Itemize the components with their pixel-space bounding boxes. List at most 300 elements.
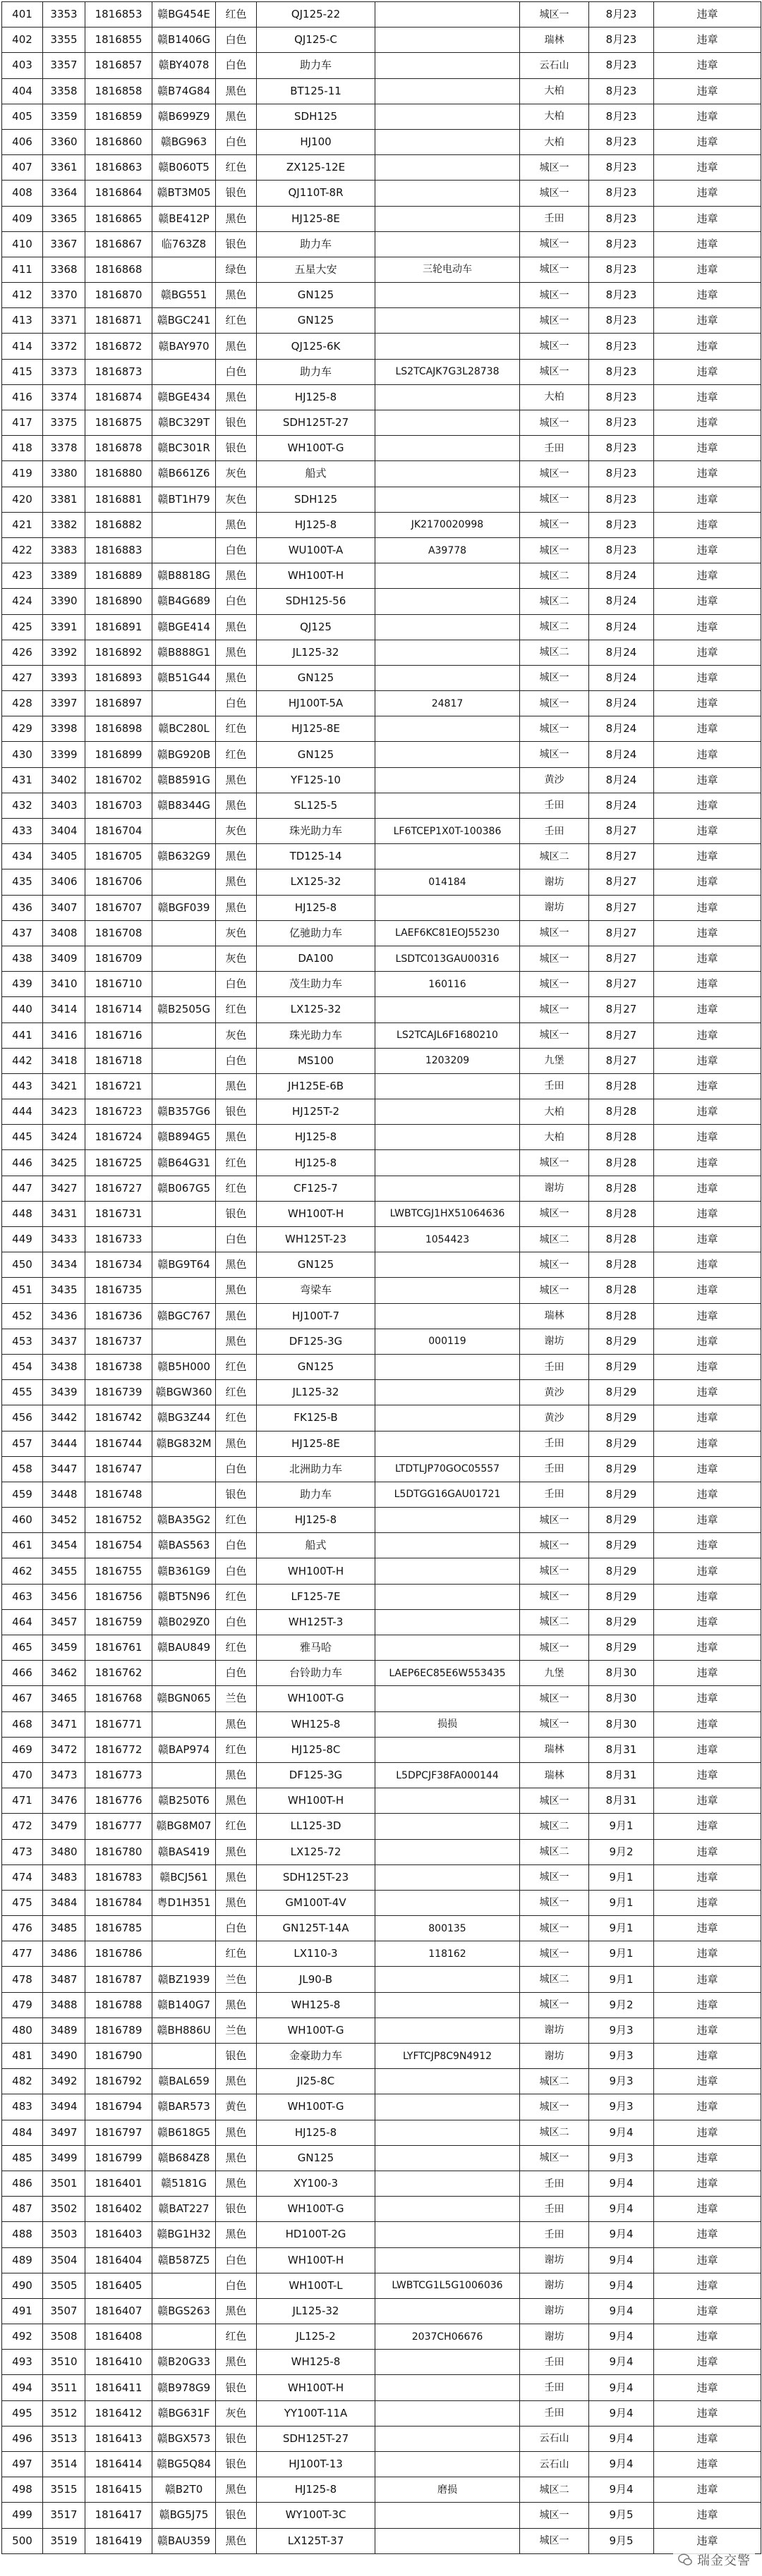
status-cell: 违章 — [654, 1252, 761, 1278]
frame-number-cell — [375, 2503, 520, 2528]
area-cell: 城区一 — [520, 716, 589, 742]
frame-number-cell — [375, 1609, 520, 1635]
vehicle-model-cell: HJ125-8E — [257, 206, 375, 231]
plate-number-cell — [152, 691, 216, 716]
status-cell: 违章 — [654, 1431, 761, 1456]
vehicle-color-cell: 白色 — [216, 1456, 257, 1482]
ticket-number-cell: 1816792 — [85, 2069, 152, 2094]
vehicle-model-cell: GN125 — [257, 1252, 375, 1278]
row-number-cell: 415 — [2, 359, 43, 384]
plate-number-cell: 赣B894G5 — [152, 1125, 216, 1150]
table-row — [2, 53, 761, 78]
record-number-cell: 3508 — [43, 2324, 85, 2350]
vehicle-color-cell: 黑色 — [216, 2477, 257, 2503]
area-cell: 城区二 — [520, 2069, 589, 2094]
date-cell: 8月23 — [589, 487, 654, 512]
record-number-cell: 3383 — [43, 537, 85, 563]
date-cell: 8月29 — [589, 1533, 654, 1558]
table-row — [2, 28, 761, 53]
row-number-cell: 438 — [2, 946, 43, 971]
row-number-cell: 421 — [2, 512, 43, 537]
table-row — [2, 2222, 761, 2247]
plate-number-cell: 赣BAT227 — [152, 2197, 216, 2222]
table-row — [2, 1099, 761, 1125]
row-number-cell: 412 — [2, 283, 43, 308]
vehicle-model-cell: LX125-72 — [257, 1839, 375, 1864]
vehicle-color-cell: 黑色 — [216, 844, 257, 869]
table-row — [2, 1635, 761, 1661]
row-number-cell: 418 — [2, 436, 43, 461]
row-number-cell: 445 — [2, 1125, 43, 1150]
vehicle-color-cell: 白色 — [216, 129, 257, 154]
plate-number-cell: 赣B64G31 — [152, 1150, 216, 1176]
status-cell: 违章 — [654, 1380, 761, 1405]
vehicle-model-cell: 金豪助力车 — [257, 2044, 375, 2069]
vehicle-color-cell: 红色 — [216, 1176, 257, 1201]
row-number-cell: 409 — [2, 206, 43, 231]
date-cell: 8月27 — [589, 920, 654, 946]
status-cell: 违章 — [654, 2094, 761, 2120]
table-row — [2, 2528, 761, 2553]
row-number-cell: 484 — [2, 2120, 43, 2145]
ticket-number-cell: 1816875 — [85, 410, 152, 436]
date-cell: 8月30 — [589, 1661, 654, 1686]
table-row — [2, 640, 761, 665]
record-number-cell: 3499 — [43, 2145, 85, 2171]
plate-number-cell: 赣BG920B — [152, 742, 216, 767]
status-cell: 违章 — [654, 2171, 761, 2196]
area-cell: 谢坊 — [520, 2298, 589, 2324]
plate-number-cell — [152, 2324, 216, 2350]
ticket-number-cell: 1816799 — [85, 2145, 152, 2171]
status-cell: 违章 — [654, 2145, 761, 2171]
vehicle-model-cell: SDH125-56 — [257, 589, 375, 614]
vehicle-model-cell: WH100T-G — [257, 436, 375, 461]
date-cell: 9月4 — [589, 2350, 654, 2375]
vehicle-model-cell: JH125E-6B — [257, 1073, 375, 1099]
plate-number-cell: 赣BG454E — [152, 2, 216, 28]
date-cell: 8月27 — [589, 895, 654, 920]
record-number-cell: 3519 — [43, 2528, 85, 2553]
plate-number-cell: 赣BAY970 — [152, 334, 216, 359]
area-cell: 大柏 — [520, 1099, 589, 1125]
vehicle-color-cell: 红色 — [216, 1737, 257, 1762]
date-cell: 8月23 — [589, 257, 654, 282]
vehicle-model-cell: QJ110T-8R — [257, 181, 375, 206]
ticket-number-cell: 1816401 — [85, 2171, 152, 2196]
ticket-number-cell: 1816419 — [85, 2528, 152, 2553]
table-row — [2, 563, 761, 589]
record-number-cell: 3361 — [43, 155, 85, 181]
status-cell: 违章 — [654, 2477, 761, 2503]
status-cell: 违章 — [654, 2273, 761, 2298]
vehicle-model-cell: LX125-32 — [257, 869, 375, 895]
status-cell: 违章 — [654, 1073, 761, 1099]
record-number-cell: 3507 — [43, 2298, 85, 2324]
area-cell: 城区一 — [520, 972, 589, 997]
area-cell: 谢坊 — [520, 1176, 589, 1201]
status-cell: 违章 — [654, 1048, 761, 1073]
frame-number-cell — [375, 844, 520, 869]
table-row — [2, 2400, 761, 2426]
row-number-cell: 407 — [2, 155, 43, 181]
record-number-cell: 3416 — [43, 1023, 85, 1048]
plate-number-cell: 赣B2T0 — [152, 2477, 216, 2503]
frame-number-cell — [375, 28, 520, 53]
plate-number-cell: 赣B5H000 — [152, 1354, 216, 1379]
record-number-cell: 3389 — [43, 563, 85, 589]
table-row — [2, 691, 761, 716]
vehicle-model-cell: HJ125-8 — [257, 512, 375, 537]
row-number-cell: 495 — [2, 2400, 43, 2426]
vehicle-model-cell: WH125-8 — [257, 2350, 375, 2375]
area-cell: 城区一 — [520, 359, 589, 384]
frame-number-cell: 1054423 — [375, 1227, 520, 1252]
record-number-cell: 3360 — [43, 129, 85, 154]
ticket-number-cell: 1816407 — [85, 2298, 152, 2324]
frame-number-cell — [375, 334, 520, 359]
date-cell: 8月29 — [589, 1558, 654, 1584]
vehicle-model-cell: JL125-32 — [257, 2298, 375, 2324]
vehicle-color-cell: 兰色 — [216, 2018, 257, 2043]
date-cell: 8月31 — [589, 1762, 654, 1788]
record-number-cell: 3510 — [43, 2350, 85, 2375]
plate-number-cell — [152, 1073, 216, 1099]
frame-number-cell — [375, 2247, 520, 2273]
plate-number-cell: 赣B361G9 — [152, 1558, 216, 1584]
area-cell: 大柏 — [520, 129, 589, 154]
ticket-number-cell: 1816867 — [85, 231, 152, 257]
table-row — [2, 181, 761, 206]
area-cell: 城区一 — [520, 1916, 589, 1941]
vehicle-model-cell: JL125-32 — [257, 640, 375, 665]
record-number-cell: 3421 — [43, 1073, 85, 1099]
ticket-number-cell: 1816731 — [85, 1201, 152, 1226]
record-number-cell: 3353 — [43, 2, 85, 28]
table-row — [2, 2503, 761, 2528]
record-number-cell: 3370 — [43, 283, 85, 308]
row-number-cell: 487 — [2, 2197, 43, 2222]
record-number-cell: 3515 — [43, 2477, 85, 2503]
frame-number-cell: LAEP6EC85E6W553435 — [375, 1661, 520, 1686]
area-cell: 云石山 — [520, 53, 589, 78]
frame-number-cell — [375, 181, 520, 206]
date-cell: 8月28 — [589, 1125, 654, 1150]
area-cell: 城区二 — [520, 1814, 589, 1839]
frame-number-cell — [375, 2197, 520, 2222]
table-row — [2, 589, 761, 614]
ticket-number-cell: 1816855 — [85, 28, 152, 53]
vehicle-color-cell: 银色 — [216, 410, 257, 436]
record-number-cell: 3393 — [43, 665, 85, 690]
vehicle-model-cell: WH100T-H — [257, 2247, 375, 2273]
table-row — [2, 1916, 761, 1941]
vehicle-model-cell: HJ125-8 — [257, 1508, 375, 1533]
status-cell: 违章 — [654, 1711, 761, 1737]
ticket-number-cell: 1816725 — [85, 1150, 152, 1176]
ticket-number-cell: 1816870 — [85, 283, 152, 308]
row-number-cell: 472 — [2, 1814, 43, 1839]
row-number-cell: 426 — [2, 640, 43, 665]
row-number-cell: 443 — [2, 1073, 43, 1099]
vehicle-color-cell: 白色 — [216, 1661, 257, 1686]
frame-number-cell: 160116 — [375, 972, 520, 997]
date-cell: 8月28 — [589, 1176, 654, 1201]
record-number-cell: 3418 — [43, 1048, 85, 1073]
table-row — [2, 1967, 761, 1992]
vehicle-model-cell: WH100T-G — [257, 2018, 375, 2043]
date-cell: 9月3 — [589, 2018, 654, 2043]
vehicle-color-cell: 黑色 — [216, 1329, 257, 1354]
vehicle-model-cell: HJ100T-7 — [257, 1303, 375, 1329]
table-row — [2, 461, 761, 487]
frame-number-cell — [375, 1380, 520, 1405]
frame-number-cell — [375, 2400, 520, 2426]
vehicle-color-cell: 白色 — [216, 1533, 257, 1558]
plate-number-cell: 赣BG5Q84 — [152, 2452, 216, 2477]
plate-number-cell — [152, 1201, 216, 1226]
area-cell: 城区一 — [520, 1508, 589, 1533]
vehicle-color-cell: 银色 — [216, 2197, 257, 2222]
vehicle-model-cell: 珠光助力车 — [257, 819, 375, 844]
table-row — [2, 1380, 761, 1405]
area-cell: 瑞林 — [520, 1303, 589, 1329]
plate-number-cell: 赣BAU849 — [152, 1635, 216, 1661]
row-number-cell: 425 — [2, 614, 43, 640]
area-cell: 云石山 — [520, 2426, 589, 2451]
date-cell: 8月23 — [589, 28, 654, 53]
status-cell: 违章 — [654, 410, 761, 436]
area-cell: 大柏 — [520, 78, 589, 104]
row-number-cell: 457 — [2, 1431, 43, 1456]
plate-number-cell — [152, 1278, 216, 1303]
ticket-number-cell: 1816739 — [85, 1380, 152, 1405]
status-cell: 违章 — [654, 2, 761, 28]
row-number-cell: 408 — [2, 181, 43, 206]
area-cell: 黄沙 — [520, 1405, 589, 1431]
status-cell: 违章 — [654, 1686, 761, 1711]
record-number-cell: 3382 — [43, 512, 85, 537]
date-cell: 8月24 — [589, 614, 654, 640]
vehicle-model-cell: 雅马哈 — [257, 1635, 375, 1661]
vehicle-color-cell: 黑色 — [216, 1864, 257, 1890]
record-number-cell: 3424 — [43, 1125, 85, 1150]
record-number-cell: 3497 — [43, 2120, 85, 2145]
vehicle-model-cell: GN125 — [257, 665, 375, 690]
frame-number-cell — [375, 1354, 520, 1379]
date-cell: 8月23 — [589, 53, 654, 78]
frame-number-cell — [375, 2018, 520, 2043]
area-cell: 壬田 — [520, 1482, 589, 1507]
frame-number-cell — [375, 1558, 520, 1584]
vehicle-color-cell: 绿色 — [216, 257, 257, 282]
record-number-cell: 3502 — [43, 2197, 85, 2222]
row-number-cell: 496 — [2, 2426, 43, 2451]
status-cell: 违章 — [654, 1941, 761, 1967]
ticket-number-cell: 1816860 — [85, 129, 152, 154]
record-number-cell: 3462 — [43, 1661, 85, 1686]
vehicle-model-cell: FK125-B — [257, 1405, 375, 1431]
status-cell: 违章 — [654, 2400, 761, 2426]
plate-number-cell: 赣BG9T64 — [152, 1252, 216, 1278]
vehicle-color-cell: 银色 — [216, 1201, 257, 1226]
ticket-number-cell: 1816405 — [85, 2273, 152, 2298]
vehicle-color-cell: 红色 — [216, 2324, 257, 2350]
frame-number-cell — [375, 1992, 520, 2018]
plate-number-cell — [152, 2273, 216, 2298]
vehicle-model-cell: TD125-14 — [257, 844, 375, 869]
area-cell: 城区一 — [520, 1150, 589, 1176]
ticket-number-cell: 1816762 — [85, 1661, 152, 1686]
area-cell: 城区一 — [520, 1711, 589, 1737]
ticket-number-cell: 1816714 — [85, 997, 152, 1023]
record-number-cell: 3444 — [43, 1431, 85, 1456]
frame-number-cell: LWBTCG1L5G1006036 — [375, 2273, 520, 2298]
frame-number-cell — [375, 1814, 520, 1839]
ticket-number-cell: 1816777 — [85, 1814, 152, 1839]
area-cell: 城区二 — [520, 2477, 589, 2503]
vehicle-color-cell: 黄色 — [216, 2094, 257, 2120]
table-row — [2, 1023, 761, 1048]
vehicle-model-cell: JL90-B — [257, 1967, 375, 1992]
ticket-number-cell: 1816776 — [85, 1788, 152, 1814]
area-cell: 城区一 — [520, 283, 589, 308]
plate-number-cell — [152, 257, 216, 282]
frame-number-cell — [375, 1099, 520, 1125]
record-number-cell: 3455 — [43, 1558, 85, 1584]
row-number-cell: 490 — [2, 2273, 43, 2298]
vehicle-model-cell: GN125 — [257, 308, 375, 334]
frame-number-cell: LAEF6KC81EOJ55230 — [375, 920, 520, 946]
ticket-number-cell: 1816897 — [85, 691, 152, 716]
record-number-cell: 3448 — [43, 1482, 85, 1507]
frame-number-cell — [375, 53, 520, 78]
area-cell: 城区一 — [520, 1635, 589, 1661]
ticket-number-cell: 1816708 — [85, 920, 152, 946]
vehicle-color-cell: 红色 — [216, 2, 257, 28]
vehicle-color-cell: 黑色 — [216, 767, 257, 793]
plate-number-cell — [152, 1916, 216, 1941]
vehicle-color-cell: 黑色 — [216, 2222, 257, 2247]
vehicle-color-cell: 黑色 — [216, 563, 257, 589]
row-number-cell: 474 — [2, 1864, 43, 1890]
ticket-number-cell: 1816742 — [85, 1405, 152, 1431]
ticket-number-cell: 1816880 — [85, 461, 152, 487]
ticket-number-cell: 1816716 — [85, 1023, 152, 1048]
status-cell: 违章 — [654, 155, 761, 181]
table-row — [2, 1278, 761, 1303]
area-cell: 城区二 — [520, 614, 589, 640]
date-cell: 8月23 — [589, 206, 654, 231]
frame-number-cell — [375, 1125, 520, 1150]
row-number-cell: 453 — [2, 1329, 43, 1354]
frame-number-cell: LSDTC013GAU00316 — [375, 946, 520, 971]
vehicle-model-cell: 弯梁车 — [257, 1278, 375, 1303]
row-number-cell: 424 — [2, 589, 43, 614]
plate-number-cell: 赣BG3Z44 — [152, 1405, 216, 1431]
ticket-number-cell: 1816413 — [85, 2426, 152, 2451]
ticket-number-cell: 1816794 — [85, 2094, 152, 2120]
frame-number-cell — [375, 997, 520, 1023]
date-cell: 8月30 — [589, 1711, 654, 1737]
record-number-cell: 3465 — [43, 1686, 85, 1711]
row-number-cell: 422 — [2, 537, 43, 563]
date-cell: 8月29 — [589, 1482, 654, 1507]
table-row — [2, 410, 761, 436]
row-number-cell: 475 — [2, 1890, 43, 1915]
vehicle-color-cell: 黑色 — [216, 2145, 257, 2171]
ticket-number-cell: 1816403 — [85, 2222, 152, 2247]
vehicle-color-cell: 黑色 — [216, 2171, 257, 2196]
vehicle-model-cell: LL125-3D — [257, 1814, 375, 1839]
record-number-cell: 3490 — [43, 2044, 85, 2069]
table-row — [2, 155, 761, 181]
status-cell: 违章 — [654, 2069, 761, 2094]
record-number-cell: 3433 — [43, 1227, 85, 1252]
table-row — [2, 2044, 761, 2069]
area-cell: 城区二 — [520, 844, 589, 869]
frame-number-cell — [375, 410, 520, 436]
record-number-cell: 3486 — [43, 1941, 85, 1967]
table-row — [2, 512, 761, 537]
vehicle-color-cell: 黑色 — [216, 1431, 257, 1456]
status-cell: 违章 — [654, 1762, 761, 1788]
area-cell: 城区一 — [520, 537, 589, 563]
watermark — [673, 2549, 755, 2570]
vehicle-model-cell: SDH125T-27 — [257, 2426, 375, 2451]
row-number-cell: 483 — [2, 2094, 43, 2120]
area-cell: 谢坊 — [520, 2324, 589, 2350]
record-number-cell: 3437 — [43, 1329, 85, 1354]
record-number-cell: 3454 — [43, 1533, 85, 1558]
ticket-number-cell: 1816898 — [85, 716, 152, 742]
frame-number-cell — [375, 2145, 520, 2171]
ticket-number-cell: 1816784 — [85, 1890, 152, 1915]
area-cell: 城区一 — [520, 1864, 589, 1890]
date-cell: 8月23 — [589, 231, 654, 257]
table-row — [2, 844, 761, 869]
frame-number-cell — [375, 1405, 520, 1431]
date-cell: 8月28 — [589, 1252, 654, 1278]
status-cell: 违章 — [654, 2375, 761, 2400]
area-cell: 瑞林 — [520, 1762, 589, 1788]
status-cell: 违章 — [654, 2503, 761, 2528]
vehicle-color-cell: 灰色 — [216, 920, 257, 946]
status-cell: 违章 — [654, 1864, 761, 1890]
date-cell: 8月23 — [589, 359, 654, 384]
plate-number-cell: 赣BAS419 — [152, 1839, 216, 1864]
record-number-cell: 3408 — [43, 920, 85, 946]
vehicle-model-cell: HJ125-8C — [257, 1737, 375, 1762]
frame-number-cell — [375, 1508, 520, 1533]
table-row — [2, 1711, 761, 1737]
table-body — [2, 2, 761, 2554]
vehicle-color-cell: 白色 — [216, 28, 257, 53]
area-cell: 壬田 — [520, 2375, 589, 2400]
row-number-cell: 499 — [2, 2503, 43, 2528]
area-cell: 城区一 — [520, 2528, 589, 2553]
frame-number-cell: A39778 — [375, 537, 520, 563]
table-row — [2, 1073, 761, 1099]
area-cell: 壬田 — [520, 2400, 589, 2426]
plate-number-cell: 赣BG551 — [152, 283, 216, 308]
frame-number-cell — [375, 2452, 520, 2477]
row-number-cell: 477 — [2, 1941, 43, 1967]
date-cell: 8月28 — [589, 1073, 654, 1099]
plate-number-cell: 赣BY4078 — [152, 53, 216, 78]
vehicle-color-cell: 白色 — [216, 972, 257, 997]
frame-number-cell: 2037CH06676 — [375, 2324, 520, 2350]
